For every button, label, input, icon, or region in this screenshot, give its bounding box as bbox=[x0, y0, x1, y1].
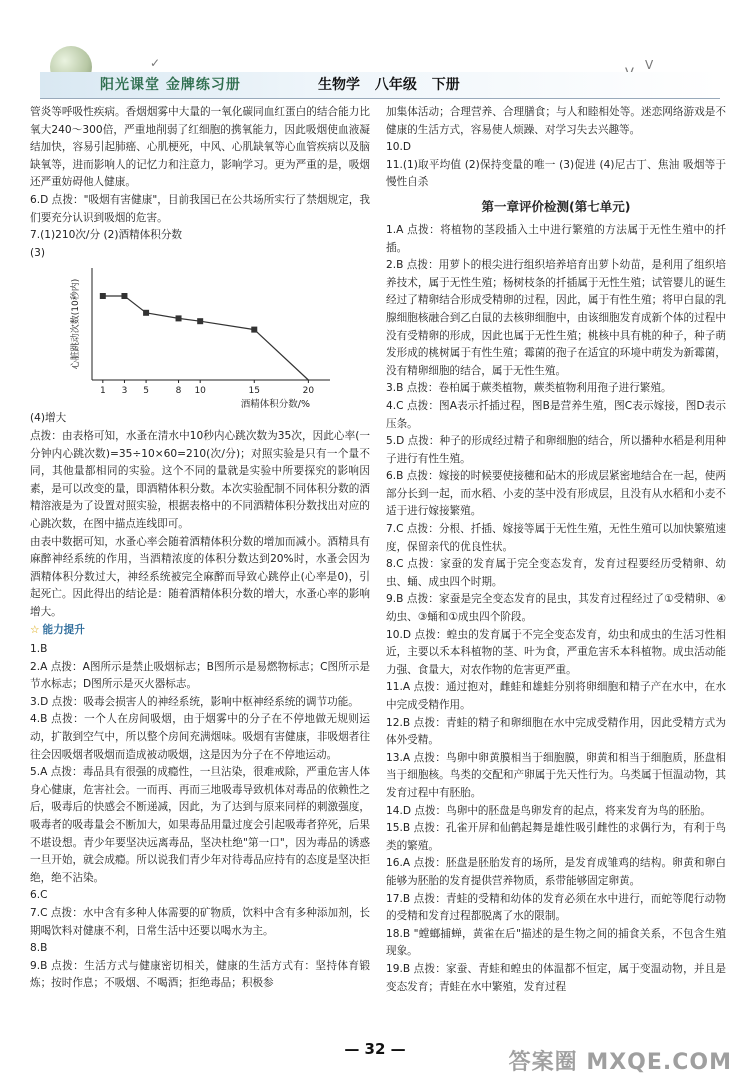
data-point bbox=[176, 316, 182, 322]
book-info: 生物学 八年级 下册 bbox=[318, 77, 460, 93]
answer-3: 3.B 点拨：卷柏属于蕨类植物，蕨类植物利用孢子进行繁殖。 bbox=[386, 382, 672, 395]
star-icon: ☆ bbox=[30, 624, 40, 637]
answer-14: 14.D 点拨：鸟卵中的胚盘是鸟卵发育的起点，将来发育为鸟的胚胎。 bbox=[386, 804, 711, 817]
left-column bbox=[30, 104, 370, 993]
answer-11: 11.(1)取平均值 (2)保持变量的唯一 (3)促进 (4)尼古丁、焦油 吸烟等于慢性自杀 bbox=[386, 158, 726, 189]
answer-1: 1.A 点拨：将植物的茎段插入土中进行繁殖的方法属于无性生殖中的扦插。 bbox=[386, 223, 726, 254]
section-title: 第一章评价检测(第七单元) bbox=[481, 198, 631, 214]
answer-text: 管炎等呼吸性疾病。香烟烟雾中大量的一氧化碳同血红蛋白的结合能力比氧大240～300倍，严重地削弱了红细胞的携氧能力，因此吸烟使血液凝结加快，容易引起肺癌、心肌梗死，中风、心肌缺氧等心血管疾病以及脑缺氧等，进而影响人的记忆力和注意力，影响学习。更为严重的是，吸烟还严重妨碍他人健康。 bbox=[30, 106, 370, 189]
answer-8: 8.C 点拨：家蚕的发育属于完全变态发育，发育过程要经历受精卵、幼虫、蛹、成虫四个时期。 bbox=[386, 558, 726, 588]
answer-10: 10.D bbox=[386, 141, 412, 154]
answer-7: 7.(1)210次/分 (2)酒精体积分数 bbox=[30, 229, 183, 242]
right-column bbox=[386, 104, 726, 996]
heart-rate-chart bbox=[30, 262, 350, 410]
series-line bbox=[103, 296, 309, 380]
answer-4: 4.C 点拨：图A表示扦插过程，图B是营养生殖，图C表示嫁接，图D表示压条。 bbox=[386, 399, 726, 430]
answer-7-part4: (4)增大 bbox=[30, 412, 67, 425]
bird-icon: ᐯ bbox=[645, 58, 654, 72]
x-tick-label: 1 bbox=[99, 386, 106, 397]
answer-9: 9.B 点拨：生活方式与健康密切相关，健康的生活方式有：坚持体育锻炼；按时作息；不吸烟、不喝酒；拒绝毒品；积极参 bbox=[30, 959, 370, 990]
answer-8: 8.B bbox=[30, 942, 48, 955]
answer-7: 7.C 点拨：水中含有多种人体需要的矿物质，饮料中含有多种添加剂，长期喝饮料对健康不利，日常生活中还要以喝水为主。 bbox=[30, 906, 370, 937]
explanation: 点拨：由表格可知，水蚤在清水中10秒内心跳次数为35次，因此心率(一分钟内心跳次数)=35÷10×60=210(次/分)；对照实验是只有一个量不同，其他量都相同的实验。这个不同的量就是实验中所要探究的影响因素，是可以改变的量，即酒精体积分数。本次实验配制不同体积分数的酒精溶液是为了设置对照实验，根据表格中的不同酒精体积分数找出对应的心跳次数，在图中描点连线即可。 bbox=[30, 429, 370, 530]
ability-heading bbox=[30, 622, 370, 640]
answer-12: 12.B 点拨：青蛙的精子和卵细胞在水中完成受精作用，因此受精方式为体外受精。 bbox=[386, 716, 726, 747]
answer-15: 15.B 点拨：孔雀开屏和仙鹤起舞是雄性吸引雌性的求偶行为，有利于鸟类的繁殖。 bbox=[386, 822, 726, 852]
answer-6: 6.B 点拨：嫁接的时候要使接穗和砧木的形成层紧密地结合在一起，使两部分长到一起，而水稻、小麦的茎中没有形成层，且没有从水稻和小麦不适于进行嫁接繁殖。 bbox=[386, 470, 726, 518]
x-axis-label: 酒精体积分数/% bbox=[240, 399, 310, 411]
data-point bbox=[197, 319, 203, 325]
answer-17: 17.B 点拨：青蛙的受精和幼体的发育必须在水中进行，而蛇等爬行动物的受精和发育过程都脱离了水的限制。 bbox=[386, 892, 726, 923]
page-number: — 32 — bbox=[344, 1040, 406, 1058]
y-axis-label: 心脏跳动次数(10秒内) bbox=[71, 279, 81, 370]
answer-6: 6.D 点拨："吸烟有害健康"，目前我国已在公共场所实行了禁烟规定，我们要充分认识到吸烟的危害。 bbox=[30, 193, 370, 224]
bird-icon: ✓ bbox=[150, 56, 161, 70]
answer-2: 2.A 点拨：A图所示是禁止吸烟标志；B图所示是易燃物标志；C图所示是节水标志；D图所示是灭火器标志。 bbox=[30, 660, 370, 691]
x-tick-label: 8 bbox=[175, 386, 182, 397]
answer-5: 5.A 点拨：毒品具有很强的成瘾性，一旦沾染，很难戒除，严重危害人体身心健康，危害社会。一而再、再而三地吸毒导致机体对毒品的依赖性之后，吸毒后的快感会不断递减，因此，为了达到与原来同样的刺激强度，吸毒者的吸毒量会不断加大，如果毒品用量过度会引起吸毒者猝死，后果不堪设想。青少年要坚决远离毒品，坚决杜绝"第一口"，因为毒品的诱惑一旦开始，就会成瘾。所以说我们青少年对待毒品应持有的态度是坚决拒绝，绝不沾染。 bbox=[30, 766, 370, 884]
explanation: 由表中数据可知，水蚤心率会随着酒精体积分数的增加而减小。酒精具有麻醉神经系统的作用，当酒精浓度的体积分数达到20%时，水蚤会因为酒精体积分数过大，神经系统被完全麻醉而导致心跳停止(心率是0)，引起死亡。因此得出的结论是：随着酒精体积分数的增大，水蚤心率的影响增大。 bbox=[30, 535, 370, 618]
data-point bbox=[143, 310, 149, 316]
x-tick-label: 10 bbox=[194, 386, 206, 397]
answer-18: 18.B "螳螂捕蝉，黄雀在后"描述的是生物之间的捕食关系，不包含生殖现象。 bbox=[386, 927, 726, 958]
answer-11: 11.A 点拨：通过抱对，雌蛙和雄蛙分别将卵细胞和精子产在水中，在水中完成受精作用。 bbox=[386, 681, 726, 711]
answer-19: 19.B 点拨：家蚕、青蛙和蝗虫的体温都不恒定，属于变温动物，并且是变态发育；青蛙在水中繁殖，发育过程 bbox=[386, 962, 726, 993]
line-chart-svg bbox=[30, 262, 350, 410]
answer-6: 6.C bbox=[30, 889, 48, 902]
answer-16: 16.A 点拨：胚盘是胚胎发育的场所，是发育成雏鸡的结构。卵黄和卵白能够为胚胎的发育提供营养物质，系带能够固定卵黄。 bbox=[386, 857, 726, 887]
answer-10: 10.D 点拨：蝗虫的发育属于不完全变态发育，幼虫和成虫的生活习性相近，主要以禾本科植物的茎、叶为食，严重危害禾本科植物。成虫活动能力强、食量大，对农作物的危害更严重。 bbox=[386, 628, 726, 676]
answer-7: 7.C 点拨：分根、扦插、嫁接等属于无性生殖，无性生殖可以加快繁殖速度，保留亲代的优良性状。 bbox=[386, 523, 726, 553]
answer-5: 5.D 点拨：种子的形成经过精子和卵细胞的结合，所以播种水稻是利用种子进行有性生殖。 bbox=[386, 435, 726, 465]
page-header bbox=[0, 0, 750, 100]
answer-3: 3.D 点拨：吸毒会损害人的神经系统，影响中枢神经系统的调节功能。 bbox=[30, 695, 359, 708]
answer-1: 1.B bbox=[30, 643, 48, 656]
answer-9: 9.B 点拨：家蚕是完全变态发育的昆虫，其发育过程经过了①受精卵、④幼虫、③蛹和①成虫四个阶段。 bbox=[386, 593, 726, 624]
data-point bbox=[251, 327, 257, 333]
answer-13: 13.A 点拨：鸟卵中卵黄膜相当于细胞膜，卵黄和相当于细胞质，胚盘相当于细胞核。鸟类的交配和产卵属于先天性行为。乌类属于恒温动物，其发育过程中有胚胎。 bbox=[386, 751, 726, 799]
x-tick-label: 5 bbox=[143, 386, 149, 397]
answer-text: 加集体活动；合理营养、合理膳食；与人和睦相处等。迷恋网络游戏是不健康的生活方式，容易使人烦躁、对学习失去兴趣等。 bbox=[386, 106, 726, 136]
x-tick-label: 3 bbox=[121, 386, 128, 397]
data-point bbox=[121, 293, 127, 299]
brand-title: 阳光课堂 金牌练习册 bbox=[100, 77, 241, 93]
x-tick-label: 20 bbox=[302, 386, 315, 397]
data-point bbox=[100, 293, 106, 299]
watermark: 答案圈 MXQE.COM bbox=[508, 1050, 732, 1075]
answer-2: 2.B 点拨：用萝卜的根尖进行组织培养培育出萝卜幼苗，是利用了组织培养技术，属于无性生殖；杨树枝条的扦插属于无性生殖；试管婴儿的诞生经过了精卵结合形成受精卵的过程，因此，属于有性生殖；将甲白鼠的乳腺细胞核融合到乙白鼠的去核卵细胞中，由该细胞发育成新个体的过程中没有受精卵的形成，因此也属于无性生殖；桃核中具有桃的种子，种子萌发形成的桃树属于有性生殖；霉菌的孢子在适宜的环境中萌发为新霉菌，没有精卵细胞的结合，属于无性生殖。 bbox=[386, 259, 726, 377]
answer-4: 4.B 点拨：一个人在房间吸烟，由于烟雾中的分子在不停地做无规则运动，扩散到空气中，所以整个房间充满烟味。吸烟有害健康，非吸烟者往往会因吸烟者吸烟而造成被动吸烟，这是因为分子在不停地运动。 bbox=[30, 713, 370, 761]
x-tick-label: 15 bbox=[248, 386, 260, 397]
answer-7-part3: (3) bbox=[30, 246, 46, 259]
ability-label: 能力提升 bbox=[42, 624, 85, 637]
